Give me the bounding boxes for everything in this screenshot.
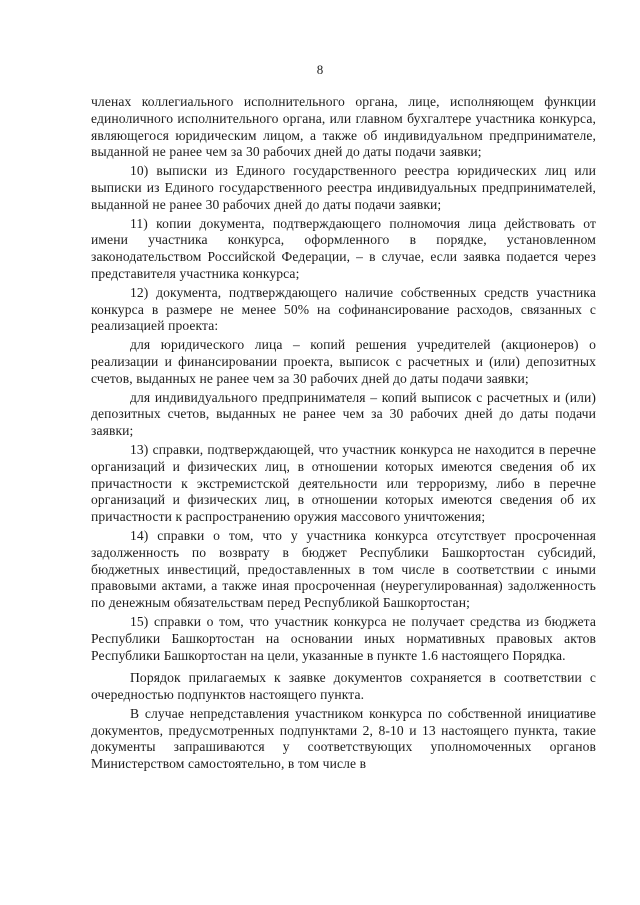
paragraph-non-submission: В случае непредставления участником конкурса по собственной инициативе документов, предусмотренных подпунктами 2, 8-10 и 13 настоящего пункта, такие документы запрашиваются у соответствующих уполномоченных органов Министерством самостоятельно, в том числе в xyxy=(91,705,596,772)
paragraph-legal-entity: для юридического лица – копий решения учредителей (акционеров) о реализации и финансировании проекта, выписок с расчетных и (или) депозитных счетов, выданных не ранее чем за 30 рабочих дней до даты подачи заявки; xyxy=(91,337,596,386)
paragraph-order-note: Порядок прилагаемых к заявке документов сохраняется в соответствии с очередностью подпунктов настоящего пункта. xyxy=(91,670,596,703)
page-number: 8 xyxy=(316,62,324,77)
paragraph-item-11: 11) копии документа, подтверждающего полномочия лица действовать от имени участника конкурса, оформленного в порядке, установленном законодательством Российской Федерации, – в случае, если заявка подается через представителя участника конкурса; xyxy=(91,215,596,281)
document-body xyxy=(91,94,596,773)
paragraph-item-10: 10) выписки из Единого государственного реестра юридических лиц или выписки из Единого государственного реестра индивидуальных предпринимателей, выданной не ранее 30 рабочих дней до даты подачи заявки; xyxy=(91,163,596,212)
paragraph-entrepreneur: для индивидуального предпринимателя – копий выписок с расчетных и (или) депозитных счетов, выданных не ранее чем за 30 рабочих дней до даты подачи заявки; xyxy=(91,389,596,439)
paragraph-item-14: 14) справки о том, что у участника конкурса отсутствует просроченная задолженность по возврату в бюджет Республики Башкортостан субсидий, бюджетных инвестиций, предоставленных в том числе в соответствии с иными правовыми актами, а также иная просроченная (неурегулированная) задолженность по денежным обязательствам перед Республикой Башкортостан; xyxy=(91,527,596,611)
paragraph-item-15: 15) справки о том, что участник конкурса не получает средства из бюджета Республики Башкортостан на основании иных нормативных правовых актов Республики Башкортостан на цели, указанные в пункте 1.6 настоящего Порядка. xyxy=(91,613,596,663)
paragraph-item-13: 13) справки, подтверждающей, что участник конкурса не находится в перечне организаций и физических лиц, в отношении которых имеются сведения об их причастности к экстремистской деятельности или терроризму, либо в перечне организаций и физических лиц, в отношении которых имеются сведения об их причастности к распространению оружия массового уничтожения; xyxy=(91,441,596,525)
paragraph-item-12: 12) документа, подтверждающего наличие собственных средств участника конкурса в размере не менее 50% на софинансирование расходов, связанных с реализацией проекта: xyxy=(91,284,596,334)
paragraph-continuation: членах коллегиального исполнительного органа, лице, исполняющем функции единоличного исполнительного органа, или главном бухгалтере участника конкурса, являющегося юридическим лицом, а также об индивидуальном предпринимателе, выданной не ранее чем за 30 рабочих дней до даты подачи заявки; xyxy=(91,94,596,160)
